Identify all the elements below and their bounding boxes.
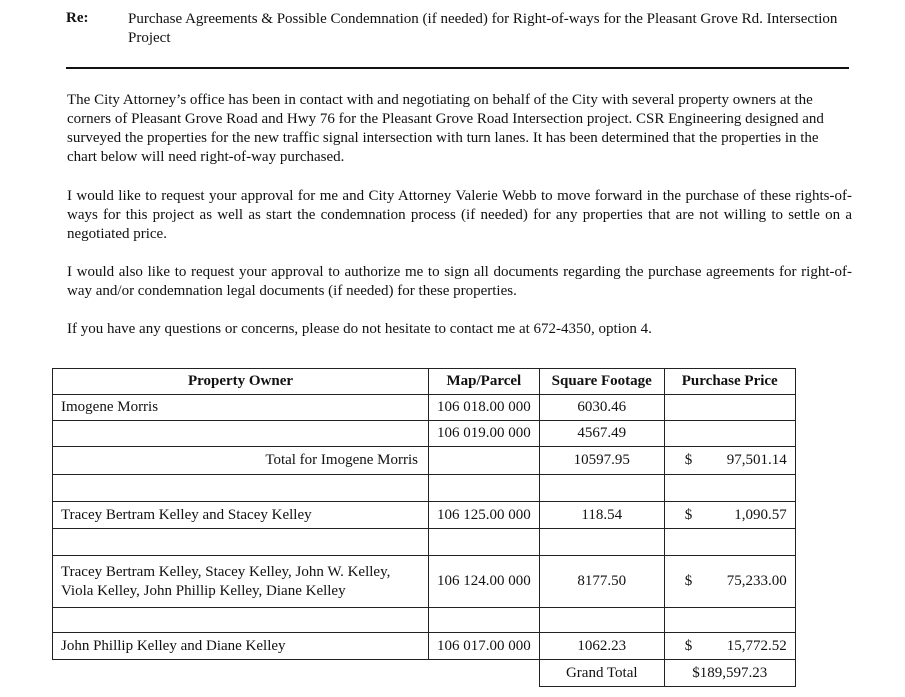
owner-cell: Tracey Bertram Kelley and Stacey Kelley xyxy=(53,502,429,529)
currency-symbol: $ xyxy=(684,637,693,654)
parcel-cell: 106 125.00 000 xyxy=(429,502,540,529)
header-purchase-price: Purchase Price xyxy=(664,369,795,395)
subtotal-price: 97,501.14 xyxy=(726,452,787,468)
grand-total-value: $189,597.23 xyxy=(664,660,795,687)
subtotal-label: Total for Imogene Morris xyxy=(53,447,429,475)
price-cell xyxy=(664,633,795,660)
subtotal-row xyxy=(53,447,796,475)
owner-cell xyxy=(53,421,429,447)
currency-symbol: $ xyxy=(684,452,693,468)
table-row xyxy=(53,633,796,660)
grand-total-row xyxy=(53,660,796,687)
price-value: 15,772.52 xyxy=(726,637,787,654)
sqft-cell: 1062.23 xyxy=(539,633,664,660)
re-subject: Purchase Agreements & Possible Condemnation (if needed) for Right-of-ways for the Pleasant Grove Rd. Intersection Project xyxy=(128,11,838,46)
paragraph-contact: If you have any questions or concerns, please do not hesitate to contact me at 672-4350, option 4. xyxy=(67,321,652,337)
price-cell xyxy=(664,421,795,447)
paragraph-intro: The City Attorney’s office has been in contact with and negotiating on behalf of the City with several property owners at the corners of Pleasant Grove Road and Hwy 76 for the Pleasant Grove Road Intersection project. CSR Engineering designed and surveyed the properties for the new traffic signal intersection with turn lanes. It has been determined that the properties in the chart below will need right-of-way purchased. xyxy=(67,92,824,165)
property-table xyxy=(52,368,796,687)
paragraph-approval-request: I would like to request your approval for me and City Attorney Valerie Webb to move forward in the purchase of these rights-of-ways for this project as well as start the condemnation process (if needed) for any properties that are not willing to settle on a negotiated price. xyxy=(67,188,852,242)
re-label: Re: xyxy=(66,10,89,26)
parcel-cell: 106 124.00 000 xyxy=(429,556,540,608)
table-row xyxy=(53,421,796,447)
price-cell xyxy=(664,395,795,421)
price-cell xyxy=(664,502,795,529)
subtotal-price-cell xyxy=(664,447,795,475)
header-square-footage: Square Footage xyxy=(539,369,664,395)
table-row xyxy=(53,395,796,421)
table-header-row xyxy=(53,369,796,395)
spacer-row xyxy=(53,475,796,502)
divider-rule xyxy=(66,67,849,69)
parcel-cell: 106 018.00 000 xyxy=(429,395,540,421)
owner-line-1: Tracey Bertram Kelley, Stacey Kelley, John W. Kelley, xyxy=(61,563,391,580)
price-value: 75,233.00 xyxy=(726,573,787,589)
owner-cell: John Phillip Kelley and Diane Kelley xyxy=(53,633,429,660)
price-cell xyxy=(664,556,795,608)
sqft-cell: 6030.46 xyxy=(539,395,664,421)
spacer-row xyxy=(53,608,796,633)
grand-total-label: Grand Total xyxy=(539,660,664,687)
currency-symbol: $ xyxy=(684,573,693,589)
sqft-cell: 8177.50 xyxy=(539,556,664,608)
owner-cell: Imogene Morris xyxy=(53,395,429,421)
owner-cell xyxy=(53,556,429,608)
header-map-parcel: Map/Parcel xyxy=(429,369,540,395)
parcel-cell: 106 019.00 000 xyxy=(429,421,540,447)
owner-line-2: Viola Kelley, John Phillip Kelley, Diane Kelley xyxy=(61,582,346,599)
spacer-row xyxy=(53,529,796,556)
paragraph-sign-authorization: I would also like to request your approval to authorize me to sign all documents regarding the purchase agreements for right-of-way and/or condemnation legal documents (if needed) for these properties. xyxy=(67,264,852,299)
currency-symbol: $ xyxy=(684,506,693,523)
price-value: 1,090.57 xyxy=(734,506,787,523)
subtotal-sqft: 10597.95 xyxy=(539,447,664,475)
sqft-cell: 118.54 xyxy=(539,502,664,529)
sqft-cell: 4567.49 xyxy=(539,421,664,447)
header-property-owner: Property Owner xyxy=(53,369,429,395)
table-row xyxy=(53,556,796,608)
table-row xyxy=(53,502,796,529)
parcel-cell xyxy=(429,447,540,475)
parcel-cell: 106 017.00 000 xyxy=(429,633,540,660)
